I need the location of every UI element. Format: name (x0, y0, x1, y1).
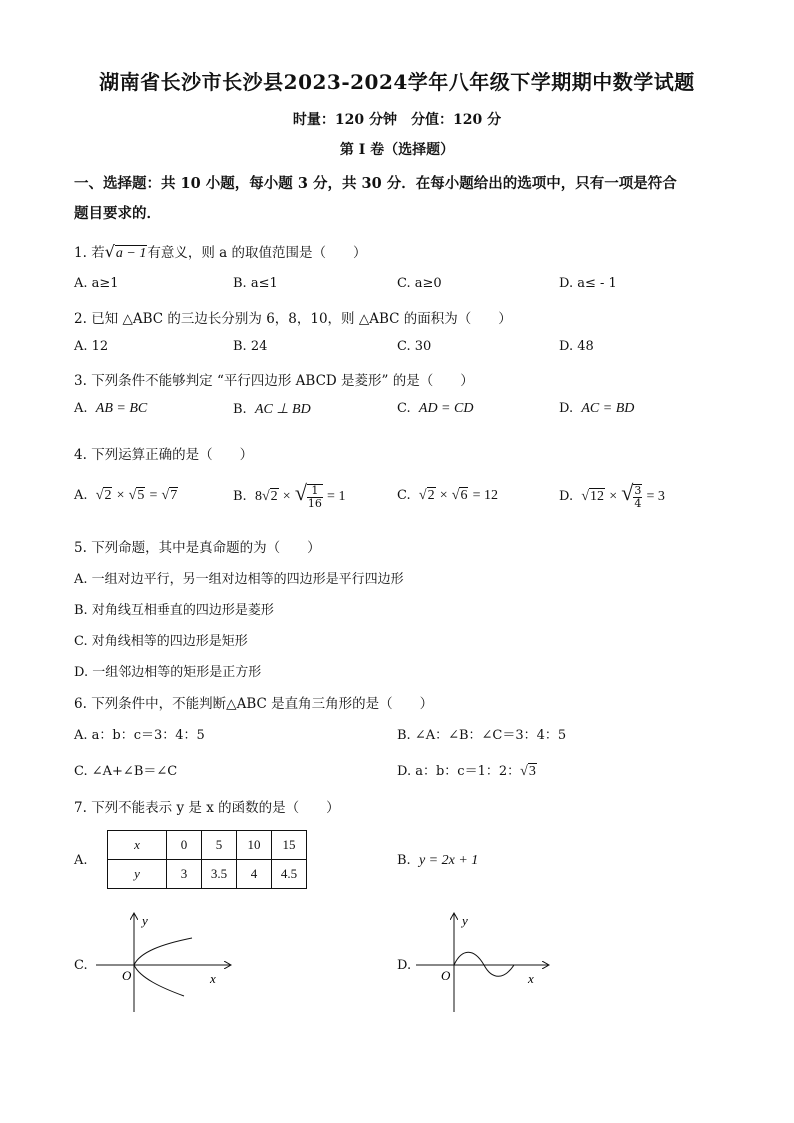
q4-option-a: A. √2 × √5 = √7 (74, 488, 178, 503)
q6-option-d: D. a：b：c＝1：2：√3 (397, 764, 536, 779)
q7-graph-d (412, 908, 557, 1016)
x-axis-label: x (528, 971, 534, 986)
question-5-stem: 5. 下列命题，其中是真命题的为（ ） (74, 540, 321, 556)
curve-lower-branch (134, 965, 184, 996)
exam-info: 时量：120 分钟 分值：120 分 (292, 112, 502, 128)
q1-option-d: D. a≤ - 1 (559, 276, 617, 291)
y-axis-label: y (462, 913, 468, 928)
q4-option-d: D. √12 × √ $\frac{3}{4}$ = 3 (559, 480, 665, 510)
y-axis-label: y (142, 913, 148, 928)
q1-option-b: B. a≤1 (233, 276, 278, 291)
question-2-stem: 2. 已知 △ABC 的三边长分别为 6，8，10，则 △ABC 的面积为（ ） (74, 311, 512, 327)
q7-value-table (107, 830, 307, 889)
q3-option-b: B. AC ⊥ BD (233, 402, 311, 417)
q5-option-b: B. 对角线互相垂直的四边形是菱形 (74, 603, 274, 618)
q3-option-c: C. AD = CD (397, 401, 474, 416)
section-instructions-line1: 一、选择题：共 10 小题，每小题 3 分，共 30 分．在每小题给出的选项中，只有一项是符合 (74, 175, 677, 192)
q2-option-c: C. 30 (397, 339, 432, 354)
x-axis-label: x (210, 971, 216, 986)
q5-option-a: A. 一组对边平行，另一组对边相等的四边形是平行四边形 (74, 572, 404, 587)
table-row: y 3 3.5 4 4.5 (108, 860, 307, 889)
q3-option-d: D. AC = BD (559, 401, 635, 416)
q2-option-d: D. 48 (559, 339, 594, 354)
radical-a-minus-1: a − 1 (115, 246, 147, 261)
q1-option-c: C. a≥0 (397, 276, 442, 291)
part-title: 第 I 卷（选择题） (339, 142, 455, 158)
q3-option-a: A. AB = BC (74, 401, 148, 416)
question-6-stem: 6. 下列条件中，不能判断△ABC 是直角三角形的是（ ） (74, 696, 434, 712)
q5-option-c: C. 对角线相等的四边形是矩形 (74, 634, 248, 649)
origin-label: O (122, 968, 132, 983)
q7-option-c-label: C. (74, 958, 88, 973)
table-row: x 0 5 10 15 (108, 831, 307, 860)
q7-option-a-label: A. (74, 853, 88, 868)
q6-option-a: A. a：b：c＝3：4：5 (74, 728, 205, 743)
q2-option-b: B. 24 (233, 339, 268, 354)
q7-option-d-label: D. (397, 958, 412, 973)
curve-upper-branch (134, 938, 192, 965)
exam-title: 湖南省长沙市长沙县2023-2024学年八年级下学期期中数学试题 (99, 70, 695, 94)
question-4-stem: 4. 下列运算正确的是（ ） (74, 447, 254, 463)
q7-graph-c (92, 908, 237, 1016)
q6-option-c: C. ∠A+∠B＝∠C (74, 764, 178, 779)
q2-option-a: A. 12 (74, 339, 109, 354)
question-1-stem: 1. 若√a − 1有意义，则 a 的取值范围是（ ） (74, 242, 367, 261)
wave-curve (454, 952, 514, 976)
section-instructions-line2: 题目要求的． (74, 205, 161, 222)
question-7-stem: 7. 下列不能表示 y 是 x 的函数的是（ ） (74, 800, 340, 816)
q7-option-b: B. y = 2x + 1 (397, 853, 479, 868)
q6-option-b: B. ∠A：∠B：∠C＝3：4：5 (397, 728, 567, 743)
q4-option-c: C. √2 × √6 = 12 (397, 488, 498, 503)
q4-option-b: B. 8√2 × √ $\frac{1}{16}$ = 1 (233, 480, 346, 510)
q5-option-d: D. 一组邻边相等的矩形是正方形 (74, 665, 262, 680)
question-3-stem: 3. 下列条件不能够判定 “平行四边形 ABCD 是菱形” 的是（ ） (74, 373, 474, 389)
q1-option-a: A. a≥1 (74, 276, 119, 291)
origin-label: O (441, 968, 451, 983)
